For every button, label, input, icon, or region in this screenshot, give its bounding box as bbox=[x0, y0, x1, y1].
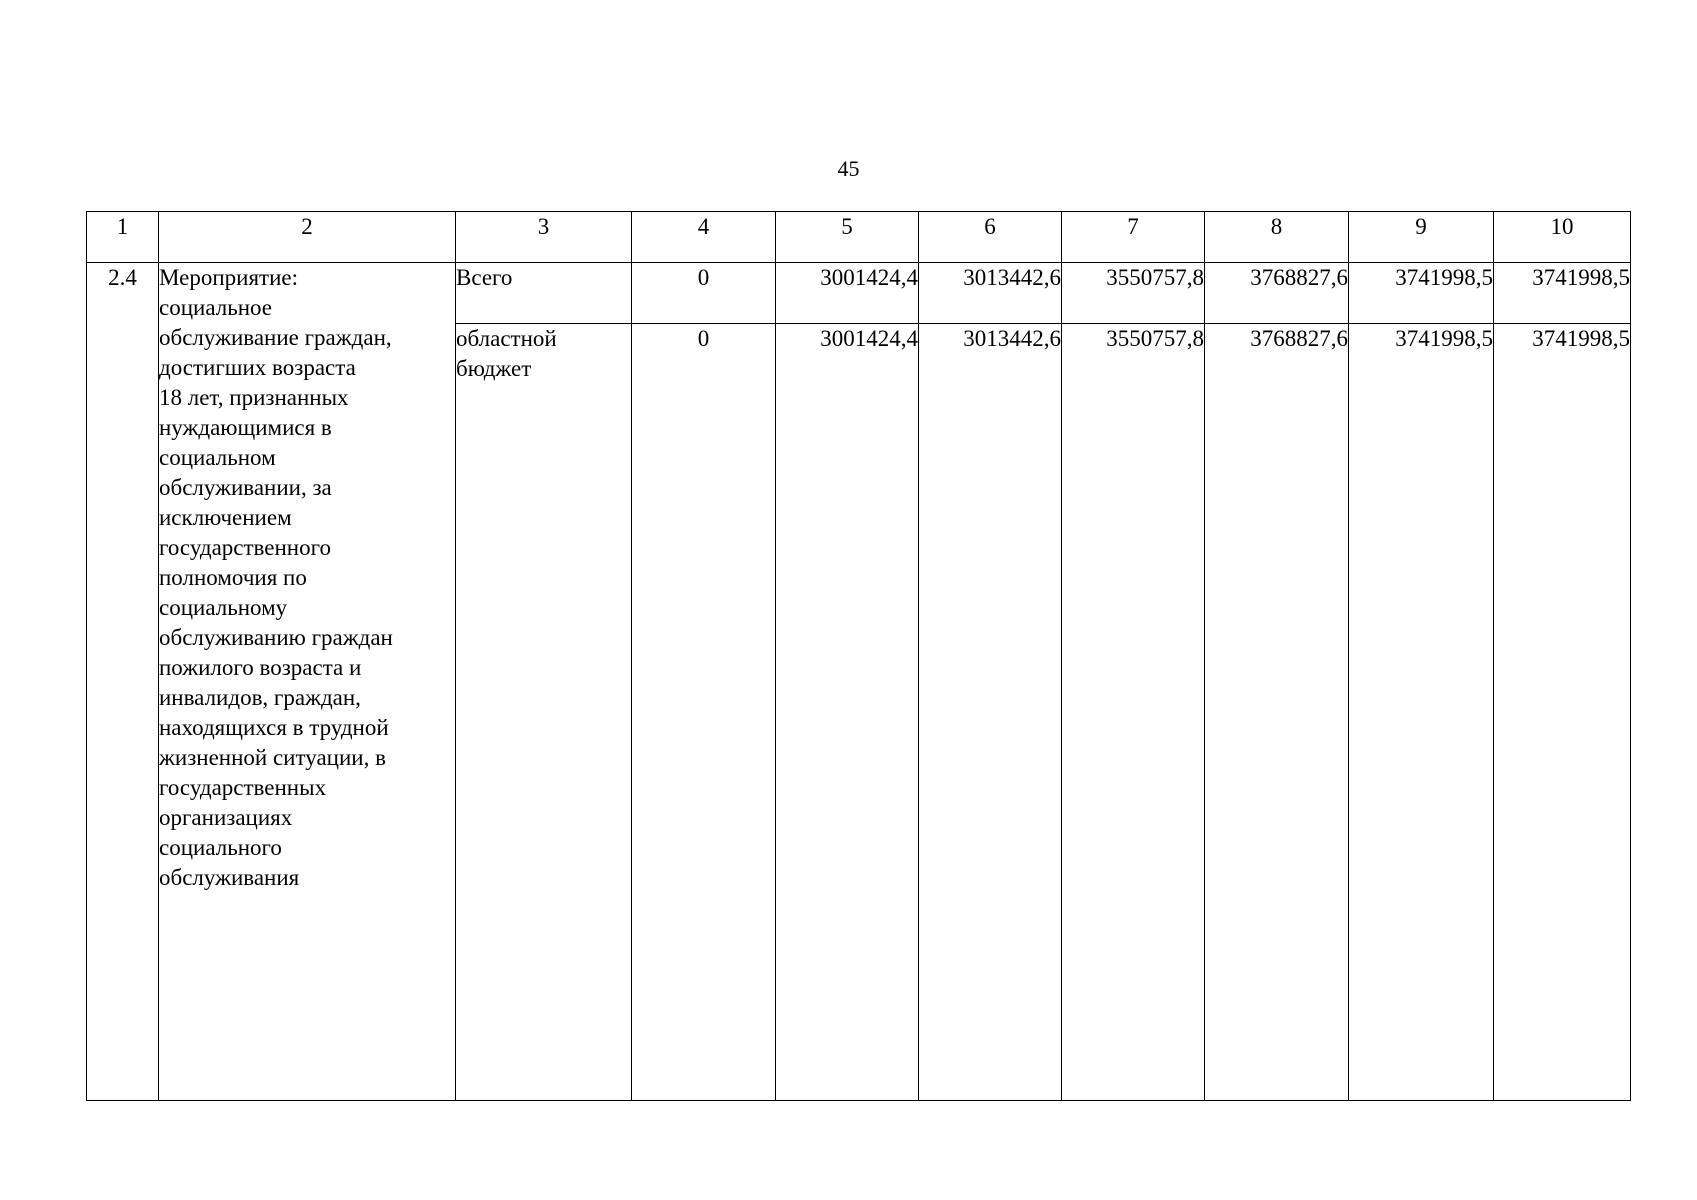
column-number: 8 bbox=[1205, 212, 1349, 263]
description-line: 18 лет, признанных bbox=[159, 385, 349, 410]
column-number: 1 bbox=[87, 212, 159, 263]
value-cell: 3768827,6 bbox=[1205, 263, 1349, 324]
value-cell: 3768827,6 bbox=[1205, 324, 1349, 1101]
description-line: Мероприятие: bbox=[159, 265, 299, 290]
value-cell: 3741998,5 bbox=[1349, 324, 1494, 1101]
column-number-row bbox=[87, 212, 1631, 263]
budget-table bbox=[86, 211, 1631, 1101]
column-number: 6 bbox=[919, 212, 1062, 263]
description-line: обслуживания bbox=[159, 865, 300, 890]
description-line: социальное bbox=[159, 295, 273, 320]
funding-source-cell bbox=[456, 324, 632, 1101]
description-line: социального bbox=[159, 835, 282, 860]
description-line: пожилого возраста и bbox=[159, 655, 362, 680]
value-cell: 3013442,6 bbox=[919, 263, 1062, 324]
column-number: 2 bbox=[159, 212, 456, 263]
value-cell: 3741998,5 bbox=[1494, 263, 1631, 324]
page-number: 45 bbox=[837, 156, 860, 181]
description-line: государственного bbox=[159, 535, 331, 560]
column-number: 7 bbox=[1062, 212, 1205, 263]
description-line: полномочия по bbox=[159, 565, 307, 590]
value-cell: 3001424,4 bbox=[776, 324, 919, 1101]
value-cell: 3550757,8 bbox=[1062, 263, 1205, 324]
value-cell: 3741998,5 bbox=[1349, 263, 1494, 324]
column-number: 10 bbox=[1494, 212, 1631, 263]
item-index: 2.4 bbox=[87, 263, 159, 1101]
description-line: государственных bbox=[159, 775, 327, 800]
item-description bbox=[159, 263, 456, 1101]
funding-source-cell: Всего bbox=[456, 263, 632, 324]
column-number: 9 bbox=[1349, 212, 1494, 263]
value-cell: 3550757,8 bbox=[1062, 324, 1205, 1101]
table-row-total bbox=[87, 263, 1631, 324]
value-cell: 0 bbox=[632, 263, 776, 324]
value-cell: 3013442,6 bbox=[919, 324, 1062, 1101]
description-line: обслуживании, за bbox=[159, 475, 332, 500]
description-line: достигших возраста bbox=[159, 355, 356, 380]
value-cell: 0 bbox=[632, 324, 776, 1101]
description-line: социальному bbox=[159, 595, 288, 620]
description-line: жизненной ситуации, в bbox=[159, 745, 386, 770]
description-line: обслуживание граждан, bbox=[159, 325, 392, 350]
description-line: находящихся в трудной bbox=[159, 715, 389, 740]
column-number: 3 bbox=[456, 212, 632, 263]
funding-source-line: бюджет bbox=[456, 356, 532, 381]
column-number: 5 bbox=[776, 212, 919, 263]
description-line: социальном bbox=[159, 445, 276, 470]
value-cell: 3741998,5 bbox=[1494, 324, 1631, 1101]
description-line: нуждающимися в bbox=[159, 415, 332, 440]
description-line: организациях bbox=[159, 805, 293, 830]
column-number: 4 bbox=[632, 212, 776, 263]
description-line: инвалидов, граждан, bbox=[159, 685, 361, 710]
description-line: исключением bbox=[159, 505, 292, 530]
funding-source-line: областной bbox=[456, 326, 557, 351]
description-line: обслуживанию граждан bbox=[159, 625, 393, 650]
value-cell: 3001424,4 bbox=[776, 263, 919, 324]
